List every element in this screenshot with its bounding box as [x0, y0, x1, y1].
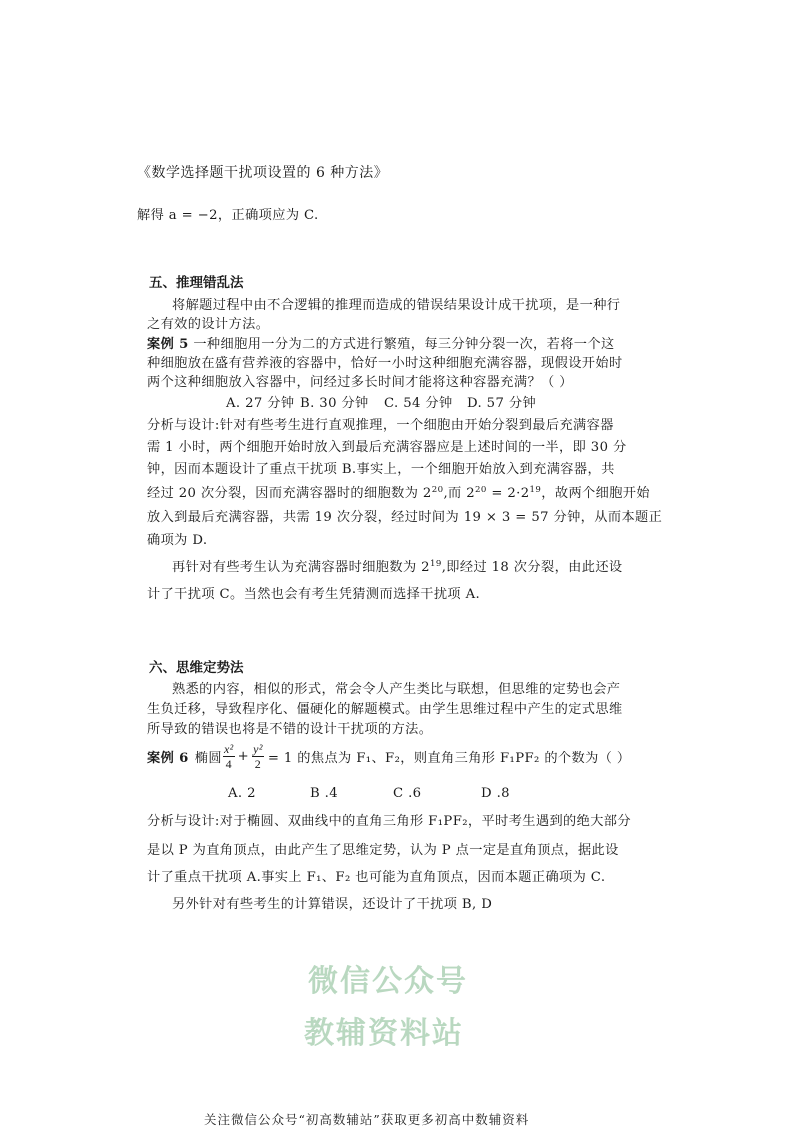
watermark-line2: 教辅资料站	[304, 1016, 464, 1051]
section5-intro-line2: 之有效的设计方法。	[147, 317, 270, 332]
case6-analysis-line2: 是以 P 为直角顶点，由此产生了思维定势，认为 P 点一定是直角顶点，据此设	[147, 843, 619, 858]
analysis-text: ,而 2	[443, 486, 476, 501]
fraction-y	[252, 743, 264, 770]
case5-analysis-line5: 放入到最后充满容器，共需 19 次分裂，经过时间为 19 × 3 = 57 分钟，从而本题正	[147, 510, 663, 525]
case5-option-d: D. 57 分钟	[467, 396, 537, 411]
section6-intro-line3: 所导致的错误也将是不错的设计干扰项的方法。	[147, 722, 433, 737]
case5-analysis-line6: 确项为 D.	[147, 533, 208, 548]
case6-option-a: A. 2	[228, 786, 256, 801]
case5-question-line1	[147, 333, 615, 352]
case6-extra: 另外针对有些考生的计算错误，还设计了干扰项 B, D	[172, 897, 493, 912]
case6-label: 案例 6	[147, 750, 189, 766]
case5-question-line2: 种细胞放在盛有营养液的容器中，恰好一小时这种细胞充满容器，现假设开始时	[147, 356, 623, 371]
plus-sign: +	[237, 748, 250, 764]
case5-extra-line1	[172, 556, 623, 575]
extra-text: 再针对有些考生认为充满容器时细胞数为 2	[172, 560, 430, 575]
case5-label: 案例 5	[147, 337, 189, 352]
analysis-text: ，故两个细胞开始	[541, 486, 650, 501]
case5-question-line3: 两个这种细胞放入容器中，问经过多长时间才能将这种容器充满？（ ）	[147, 375, 573, 390]
case5-option-b: B. 30 分钟	[300, 396, 369, 411]
section6-intro-line1: 熟悉的内容，相似的形式，常会令人产生类比与联想，但思维的定势也会产	[172, 682, 621, 697]
analysis-text: 经过 20 次分裂，因而充满容器时的细胞数为 2	[147, 486, 432, 501]
document-title: 《数学选择题干扰项设置的 6 种方法》	[137, 165, 389, 181]
fraction-numerator: y²	[253, 741, 263, 756]
case6-option-b: B .4	[310, 786, 339, 801]
section5-intro-line1: 将解题过程中由不合逻辑的推理而造成的错误结果设计成干扰项，是一种行	[172, 298, 621, 313]
case6-option-d: D .8	[481, 786, 510, 801]
footer-note: 关注微信公众号“初高数辅站”获取更多初高中数辅资料	[204, 1112, 530, 1127]
section6-heading: 六、思维定势法	[149, 660, 244, 676]
case5-analysis-line4	[147, 482, 650, 501]
fraction-numerator: x²	[223, 741, 234, 756]
case5-analysis-line2: 需 1 小时，两个细胞开始时放入到最后充满容器应是上述时间的一半，即 30 分	[147, 440, 627, 455]
case5-extra-line2: 计了干扰项 C。当然也会有考生凭猜测而选择干扰项 A.	[147, 587, 481, 602]
case6-question	[147, 738, 630, 774]
case5-question-text1: 一种细胞用一分为二的方式进行繁殖，每三分钟分裂一次，若将一个这	[193, 337, 615, 352]
case6-text-suffix: = 1 的焦点为 F₁、F₂，则直角三角形 F₁PF₂ 的个数为（ ）	[267, 750, 631, 766]
watermark-line1: 微信公众号	[308, 964, 468, 999]
section5-heading: 五、推理错乱法	[149, 275, 244, 291]
analysis-text: = 2·2	[486, 486, 530, 501]
exponent: 20	[475, 484, 487, 495]
intro-solution: 解得 a = −2，正确项应为 C.	[137, 208, 319, 223]
fraction-x	[223, 743, 235, 770]
exponent: 19	[429, 558, 442, 569]
case6-analysis-line1: 分析与设计:对于椭圆、双曲线中的直角三角形 F₁PF₂，平时考生遇到的绝大部分	[147, 814, 631, 829]
case6-option-c: C .6	[393, 786, 422, 801]
case6-text-prefix: 椭圆	[194, 750, 222, 766]
exponent: 20	[431, 484, 444, 495]
exponent: 19	[529, 484, 542, 495]
case5-option-c: C. 54 分钟	[384, 396, 453, 411]
fraction-denominator: 2	[254, 756, 262, 771]
case5-analysis-line1: 分析与设计:针对有些考生进行直观推理，一个细胞由开始分裂到最后充满容器	[147, 418, 614, 433]
case5-option-a: A. 27 分钟	[226, 396, 295, 411]
case6-analysis-line3: 计了重点干扰项 A.事实上 F₁、F₂ 也可能为直角顶点，因而本题正确项为 C.	[147, 870, 606, 885]
case5-analysis-line3: 钟，因而本题设计了重点干扰项 B.事实上，一个细胞开始放入到充满容器，共	[147, 462, 615, 477]
section6-intro-line2: 生负迁移，导致程序化、僵硬化的解题模式。由学生思维过程中产生的定式思维	[147, 702, 623, 717]
extra-text: ,即经过 18 次分裂，由此还设	[441, 560, 623, 575]
fraction-denominator: 4	[225, 756, 232, 771]
